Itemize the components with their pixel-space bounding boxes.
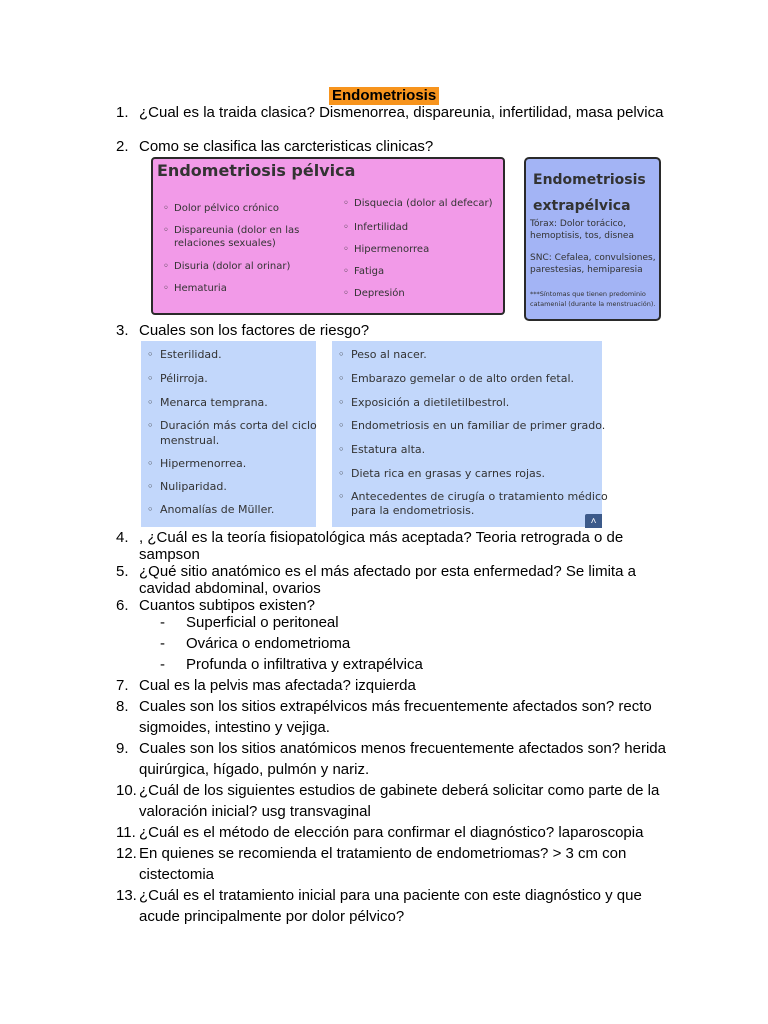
question-number: 13.: [116, 887, 137, 904]
question-3: [116, 322, 676, 339]
risk-factors-right-panel: [332, 341, 608, 527]
subtype-text: Superficial o peritoneal: [186, 614, 339, 631]
question-7: [116, 675, 676, 696]
question-text: ¿Cuál es el método de elección para confirmar el diagnóstico? laparoscopia: [139, 824, 644, 841]
question-2: [116, 138, 676, 155]
question-number: 7.: [116, 677, 129, 694]
question-13: [116, 885, 676, 927]
list-item: ◦ Hematuria: [174, 282, 227, 295]
question-11: [116, 822, 676, 843]
document-title: Endometriosis: [329, 87, 439, 105]
list-item: ◦ Hipermenorrea.: [160, 457, 246, 471]
question-text: Cual es la pelvis mas afectada? izquierda: [139, 677, 416, 694]
list-item: ◦ Disquecia (dolor al defecar): [354, 197, 493, 210]
panel-title: Endometriosis extrapélvica: [533, 172, 646, 214]
question-10: [116, 780, 676, 822]
list-item: ◦ Hipermenorrea: [354, 243, 429, 256]
question-5: [116, 563, 676, 597]
list-item: ◦ Menarca temprana.: [160, 396, 268, 410]
question-text: Como se clasifica las carcteristicas clinicas?: [139, 138, 434, 155]
question-number: 2.: [116, 138, 129, 155]
question-number: 3.: [116, 322, 129, 339]
list-item: ◦ Dolor pélvico crónico: [174, 202, 279, 215]
list-item-continuation: para la endometriosis.: [351, 504, 475, 517]
question-text: ¿Cuál de los siguientes estudios de gabinete deberá solicitar como parte de la valoración inicial? usg transvaginal: [139, 782, 660, 820]
list-item: ◦ Estatura alta.: [351, 443, 425, 457]
subtype-text: Ovárica o endometrioma: [186, 635, 351, 652]
bullet-dash: -: [160, 614, 165, 631]
subtype-text: Profunda o infiltrativa y extrapélvica: [186, 656, 423, 673]
question-number: 11.: [116, 824, 136, 841]
question-number: 1.: [116, 104, 129, 121]
list-item: ◦ Esterilidad.: [160, 348, 222, 362]
torax-symptoms: Tórax: Dolor torácico, hemoptisis, tos, disnea: [530, 219, 634, 241]
question-number: 5.: [116, 563, 129, 580]
subtype-item: [160, 612, 339, 633]
list-item: ◦ Infertilidad: [354, 221, 408, 234]
bullet-dash: -: [160, 656, 165, 673]
list-item-continuation: relaciones sexuales): [174, 238, 276, 249]
list-item: ◦ Anomalías de Müller.: [160, 503, 274, 517]
list-item: ◦ Dieta rica en grasas y carnes rojas.: [351, 467, 545, 481]
list-item: ◦ Endometriosis en un familiar de primer grado.: [351, 419, 605, 433]
list-item: ◦ Embarazo gemelar o de alto orden fetal.: [351, 372, 574, 386]
panel-title: Endometriosis pélvica: [157, 161, 356, 180]
extrapelvic-endometriosis-panel: [524, 157, 661, 321]
list-item-continuation: menstrual.: [160, 434, 220, 447]
subtype-item: [160, 654, 423, 675]
list-item: ◦ Fatiga: [354, 265, 384, 278]
question-text: Cuales son los sitios anatómicos menos frecuentemente afectados son? herida quirúrgica, hígado, pulmón y nariz.: [139, 740, 666, 778]
question-9: [116, 738, 676, 780]
subtype-item: [160, 633, 350, 654]
chevron-up-icon: ˄: [585, 514, 602, 528]
snc-symptoms: SNC: Cefalea, convulsiones, parestesias, hemiparesia: [530, 253, 656, 275]
question-text: ¿Cuál es el tratamiento inicial para una paciente con este diagnóstico y que acude principalmente por dolor pélvico?: [139, 887, 642, 925]
question-text: Cuales son los sitios extrapélvicos más frecuentemente afectados son? recto sigmoides, intestino y vejiga.: [139, 698, 652, 736]
question-text: ¿Qué sitio anatómico es el más afectado por esta enfermedad? Se limita a cavidad abdominal, ovarios: [139, 563, 636, 597]
question-number: 10.: [116, 782, 137, 799]
list-item: ◦ Pélirroja.: [160, 372, 208, 386]
question-number: 9.: [116, 740, 129, 757]
question-text: , ¿Cuál es la teoría fisiopatológica más aceptada? Teoria retrograda o de sampson: [139, 529, 624, 563]
question-12: [116, 843, 676, 885]
question-text: ¿Cual es la traida clasica? Dismenorrea, dispareunia, infertilidad, masa pelvica: [139, 104, 664, 121]
list-item: ◦ Dispareunia (dolor en las: [174, 224, 299, 237]
question-4: [116, 529, 676, 563]
question-1: [116, 104, 676, 121]
question-text: Cuantos subtipos existen?: [139, 597, 315, 614]
question-text: Cuales son los factores de riesgo?: [139, 322, 370, 339]
question-text: En quienes se recomienda el tratamiento de endometriomas? > 3 cm con cistectomia: [139, 845, 627, 883]
question-number: 12.: [116, 845, 137, 862]
question-number: 6.: [116, 597, 129, 614]
list-item: ◦ Depresión: [354, 287, 405, 300]
question-8: [116, 696, 676, 738]
list-item: ◦ Duración más corta del ciclo: [160, 419, 317, 433]
question-number: 8.: [116, 698, 129, 715]
catamenial-note: ***Síntomas que tienen predominio catamenial (durante la menstruación).: [530, 290, 656, 308]
list-item: ◦ Nuliparidad.: [160, 480, 227, 494]
list-item: ◦ Peso al nacer.: [351, 348, 427, 362]
risk-factors-left-panel: [141, 341, 316, 527]
list-item: ◦ Disuria (dolor al orinar): [174, 260, 290, 273]
bullet-dash: -: [160, 635, 165, 652]
question-number: 4.: [116, 529, 129, 546]
list-item: ◦ Antecedentes de cirugía o tratamiento médico: [351, 490, 608, 504]
list-item: ◦ Exposición a dietiletilbestrol.: [351, 396, 509, 410]
pelvic-endometriosis-panel: [151, 157, 505, 315]
